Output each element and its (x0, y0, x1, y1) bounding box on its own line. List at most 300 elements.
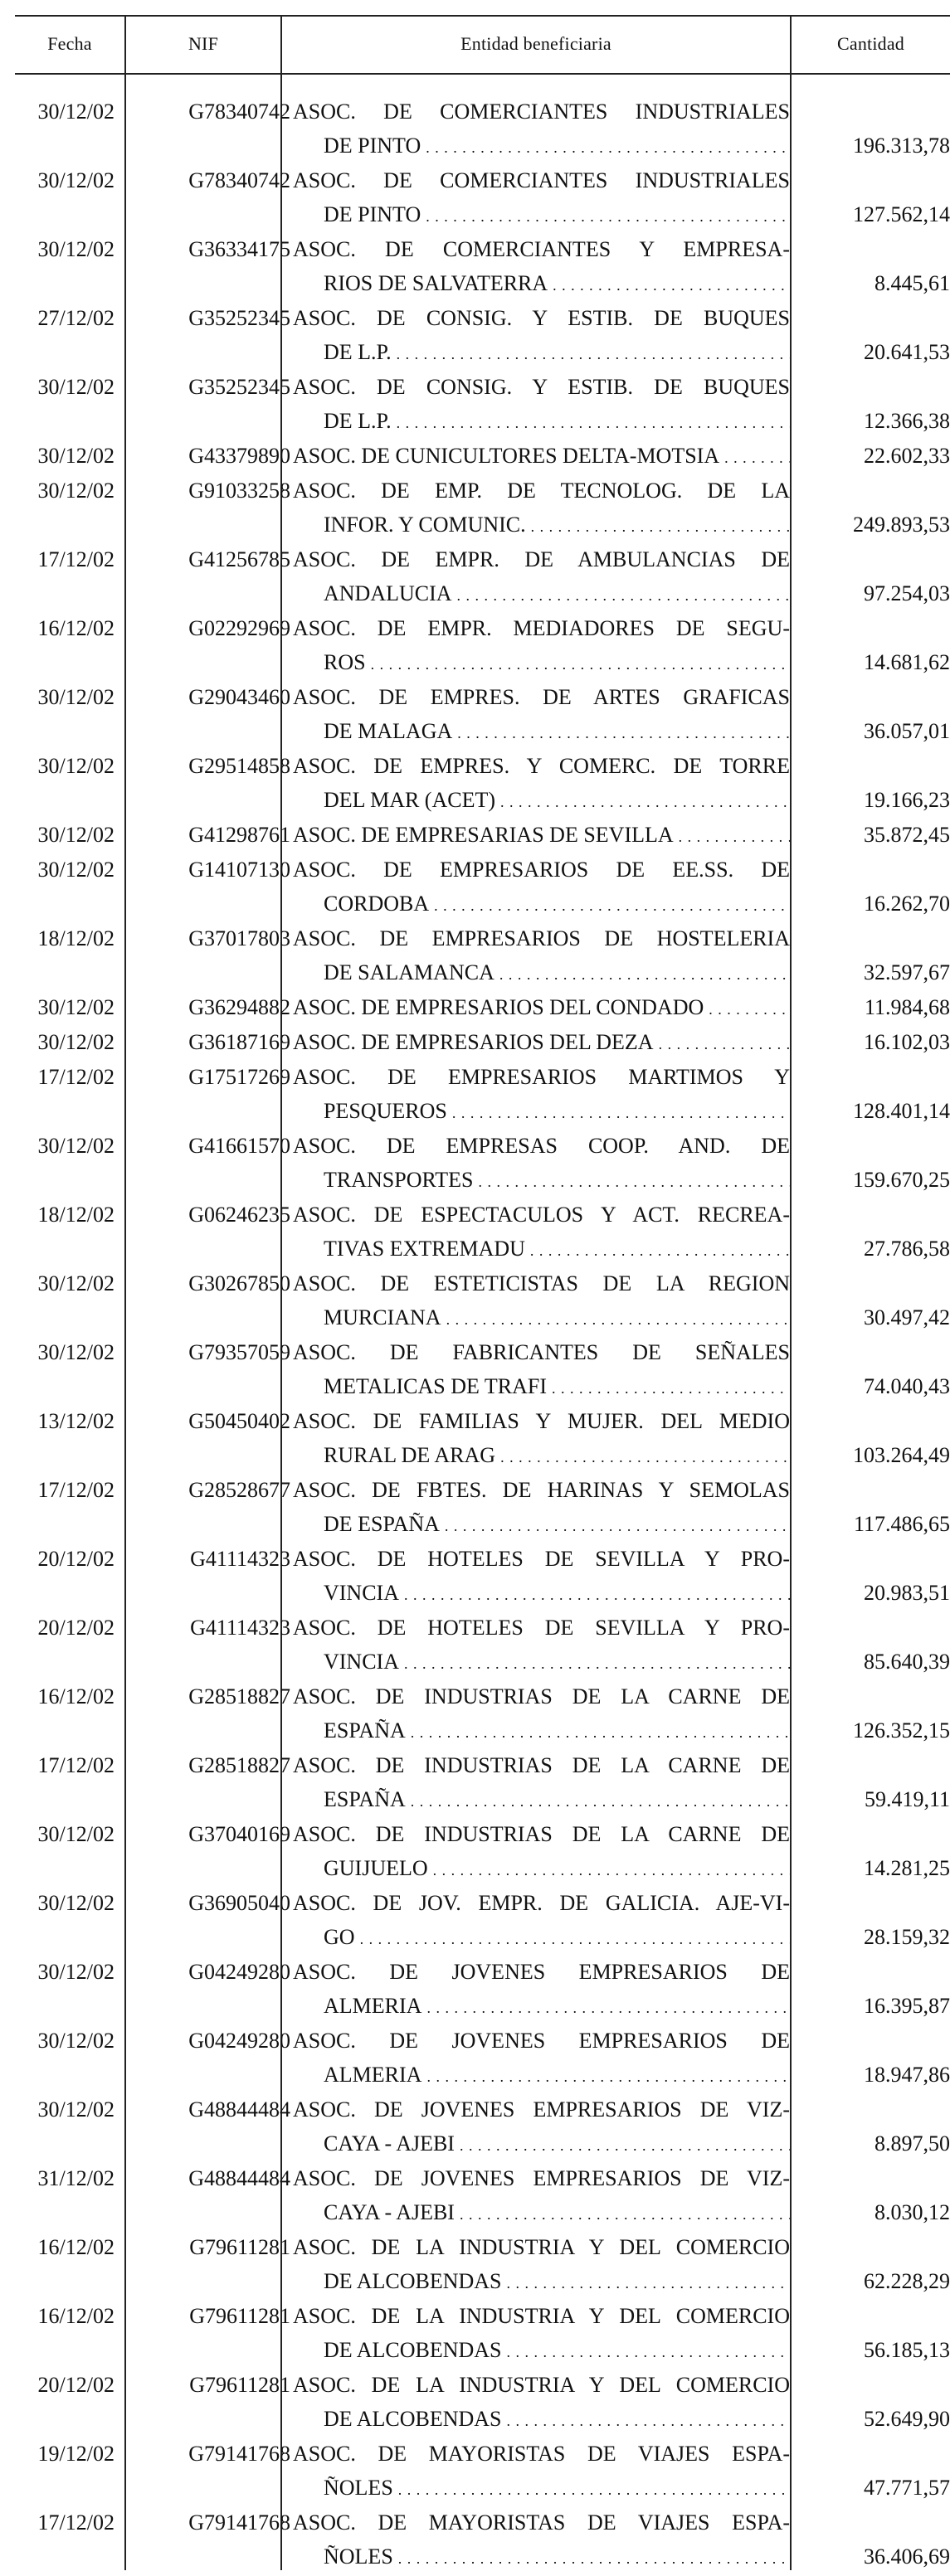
fecha-cell: 20/12/02 (37, 1547, 114, 1571)
entidad-cell (293, 1955, 790, 2025)
table-row (15, 2299, 950, 2367)
cantidad-cell: 36.057,01 (864, 719, 950, 743)
dot-leader (397, 404, 790, 440)
cantidad-cell: 62.228,29 (864, 2269, 950, 2293)
cantidad-cell: 8.445,61 (874, 271, 950, 295)
entidad-line-2: ESPAÑA (324, 1787, 406, 1811)
cantidad-cell: 18.947,86 (864, 2063, 950, 2087)
nif-cell: G79141768 (188, 2510, 290, 2535)
entidad-line-2: METALICAS DE TRAFI (324, 1374, 548, 1398)
table-row (15, 2092, 950, 2160)
entidad-cell (293, 1335, 790, 1406)
cantidad-cell: 35.872,45 (864, 823, 950, 847)
entidad-line-1: ASOC. DE INDUSTRIAS DE LA CARNE DE (293, 1684, 790, 1708)
fecha-cell: 16/12/02 (37, 616, 114, 640)
entidad-cell (293, 1025, 790, 1062)
fecha-cell: 17/12/02 (37, 1065, 114, 1089)
entidad-line-1: ASOC. DE EMPRESARIOS DE EE.SS. DE (293, 858, 790, 882)
entidad-cell (293, 611, 790, 682)
entidad-line-1: ASOC. DE FABRICANTES DE SEÑALES (293, 1340, 790, 1364)
header-nif: NIF (188, 33, 219, 54)
entidad-line-2: ROS (324, 650, 366, 674)
entidad-cell (293, 990, 790, 1027)
table-row (15, 1542, 950, 1610)
entidad-cell (293, 163, 790, 234)
fecha-cell: 27/12/02 (37, 306, 114, 330)
table-row (15, 1025, 950, 1059)
dot-leader (457, 714, 790, 751)
entidad-cell (293, 542, 790, 613)
entidad-line-2: PESQUEROS (324, 1099, 447, 1123)
nif-cell: G06246235 (188, 1203, 290, 1227)
entidad-line-2: DE MALAGA (324, 719, 453, 743)
nif-cell: G35252345 (188, 375, 290, 399)
nif-cell: G79357059 (188, 1340, 290, 1364)
nif-cell: G29043460 (188, 685, 290, 709)
entidad-line-1: ASOC. DE LA INDUSTRIA Y DEL COMERCIO (293, 2304, 790, 2328)
dot-leader (426, 1989, 790, 2025)
fecha-cell: 30/12/02 (37, 823, 114, 847)
entidad-line-2: TIVAS EXTREMADU (324, 1237, 525, 1261)
fecha-cell: 30/12/02 (37, 1134, 114, 1158)
entidad-line-1: ASOC. DE EMPRES. Y COMERC. DE TORRE (293, 754, 790, 778)
nif-cell: G35252345 (188, 306, 290, 330)
entidad-line-1: ASOC. DE FAMILIAS Y MUJER. DEL MEDIO (293, 1409, 790, 1433)
cantidad-cell: 59.419,11 (864, 1787, 950, 1811)
dot-leader (398, 2540, 790, 2576)
dot-leader (507, 2333, 790, 2369)
dot-leader (404, 1576, 790, 1612)
table-row (15, 1060, 950, 1128)
entidad-cell (293, 1886, 790, 1956)
entidad-line-2: CAYA - AJEBI (324, 2200, 455, 2224)
cantidad-cell: 16.102,03 (864, 1030, 950, 1054)
dot-leader (411, 1713, 790, 1750)
nif-cell: G37017803 (188, 926, 290, 950)
nif-cell: G48844484 (188, 2097, 290, 2122)
header-bottom-rule (15, 73, 950, 75)
nif-cell: G36905040 (188, 1891, 290, 1915)
entidad-line-2: VINCIA (324, 1650, 399, 1674)
nif-cell: G36334175 (188, 237, 290, 261)
table-row (15, 2437, 950, 2505)
nif-cell: G02292969 (188, 616, 290, 640)
entidad-cell (293, 2230, 790, 2301)
entidad-line-2: DE ALCOBENDAS (324, 2338, 502, 2362)
dot-leader (500, 783, 790, 819)
entidad-line-1: ASOC. DE EMP. DE TECNOLOG. DE LA (293, 479, 790, 503)
cantidad-cell: 97.254,03 (864, 581, 950, 605)
entidad-line-1: ASOC. DE COMERCIANTES INDUSTRIALES (293, 100, 790, 124)
cantidad-cell: 30.497,42 (864, 1305, 950, 1329)
dot-leader (398, 2471, 790, 2507)
fecha-cell: 30/12/02 (37, 2097, 114, 2122)
dot-leader (709, 990, 790, 1027)
entidad-line-2: DE ALCOBENDAS (324, 2407, 502, 2431)
entidad-cell (293, 1266, 790, 1337)
table-row (15, 2506, 950, 2574)
cantidad-cell: 20.983,51 (864, 1581, 950, 1605)
nif-cell: G17517269 (188, 1065, 290, 1089)
table-row (15, 1817, 950, 1885)
fecha-cell: 17/12/02 (37, 1753, 114, 1777)
entidad-line-2: ESPAÑA (324, 1718, 406, 1742)
entidad-line-1: ASOC. DE EMPRESARIOS DEL DEZA (293, 1030, 654, 1054)
fecha-cell: 16/12/02 (37, 2235, 114, 2259)
cantidad-cell: 126.352,15 (853, 1718, 950, 1742)
table-row (15, 749, 950, 817)
dot-leader (507, 2264, 790, 2301)
dot-leader (397, 335, 790, 372)
nif-cell: G36187169 (188, 1030, 290, 1054)
entidad-line-2: ALMERIA (324, 2063, 422, 2087)
entidad-line-2: ALMERIA (324, 1994, 422, 2018)
cantidad-cell: 16.262,70 (864, 892, 950, 916)
entidad-cell (293, 1198, 790, 1268)
entidad-line-1: ASOC. DE COMERCIANTES INDUSTRIALES (293, 168, 790, 192)
header-cantidad: Cantidad (836, 33, 905, 54)
entidad-line-1: ASOC. DE FBTES. DE HARINAS Y SEMOLAS (293, 1478, 790, 1502)
dot-leader (426, 2058, 790, 2094)
entidad-line-1: ASOC. DE EMPR. MEDIADORES DE SEGU- (293, 616, 790, 640)
entidad-line-1: ASOC. DE JOVENES EMPRESARIOS DE (293, 2029, 790, 2053)
dot-leader (360, 1920, 790, 1956)
nif-cell: G41661570 (188, 1134, 290, 1158)
nif-cell: G28518827 (188, 1753, 290, 1777)
entidad-line-1: ASOC. DE LA INDUSTRIA Y DEL COMERCIO (293, 2235, 790, 2259)
dot-leader (478, 1163, 790, 1199)
entidad-line-1: ASOC. DE EMPRESARIOS DE HOSTELERIA (293, 926, 790, 950)
table-row (15, 680, 950, 748)
nif-cell: G78340742 (188, 100, 290, 124)
table-row (15, 163, 950, 231)
nif-cell: G91033258 (188, 479, 290, 503)
entidad-line-1: ASOC. DE LA INDUSTRIA Y DEL COMERCIO (293, 2373, 790, 2397)
nif-cell: G14107130 (188, 858, 290, 882)
entidad-line-1: ASOC. DE ESPECTACULOS Y ACT. RECREA- (293, 1203, 790, 1227)
fecha-cell: 30/12/02 (37, 444, 114, 468)
entidad-line-1: ASOC. DE JOV. EMPR. DE GALICIA. AJE-VI- (293, 1891, 790, 1915)
fecha-cell: 30/12/02 (37, 995, 114, 1019)
fecha-cell: 16/12/02 (37, 1684, 114, 1708)
fecha-cell: 13/12/02 (37, 1409, 114, 1433)
nif-cell: G30267850 (188, 1271, 290, 1295)
entidad-line-2: DE L.P. (324, 409, 392, 433)
entidad-cell (293, 2437, 790, 2507)
entidad-line-2: DE SALAMANCA (324, 960, 494, 984)
dot-leader (452, 1094, 790, 1130)
dot-leader (457, 576, 790, 613)
table-row (15, 818, 950, 852)
fecha-cell: 30/12/02 (37, 1030, 114, 1054)
entidad-line-1: ASOC. DE JOVENES EMPRESARIOS DE (293, 1960, 790, 1984)
entidad-line-2: DE ALCOBENDAS (324, 2269, 502, 2293)
entidad-line-1: ASOC. DE JOVENES EMPRESARIOS DE VIZ- (293, 2097, 790, 2122)
entidad-cell (293, 474, 790, 544)
entidad-line-1: ASOC. DE CUNICULTORES DELTA-MOTSIA (293, 444, 720, 468)
cantidad-cell: 11.984,68 (864, 995, 950, 1019)
entidad-line-1: ASOC. DE ESTETICISTAS DE LA REGION (293, 1271, 790, 1295)
cantidad-cell: 74.040,43 (864, 1374, 950, 1398)
cantidad-cell: 20.641,53 (864, 340, 950, 364)
nif-cell: G37040169 (188, 1822, 290, 1846)
cantidad-cell: 14.281,25 (864, 1856, 950, 1880)
entidad-line-1: ASOC. DE EMPRES. DE ARTES GRAFICAS (293, 685, 790, 709)
entidad-line-2: ÑOLES (324, 2476, 393, 2500)
entidad-line-2: DE ESPAÑA (324, 1512, 440, 1536)
fecha-cell: 20/12/02 (37, 1616, 114, 1640)
table-row (15, 2230, 950, 2298)
dot-leader (500, 1438, 790, 1475)
cantidad-cell: 47.771,57 (864, 2476, 950, 2500)
entidad-cell (293, 1611, 790, 1681)
dot-leader (679, 818, 790, 854)
entidad-cell (293, 1748, 790, 1819)
dot-leader (507, 2402, 790, 2438)
entidad-line-2: DE L.P. (324, 340, 392, 364)
entidad-line-2: ANDALUCIA (324, 581, 452, 605)
nif-cell: G41114323 (190, 1547, 290, 1571)
nif-cell: G79611281 (189, 2373, 290, 2397)
cantidad-cell: 128.401,14 (853, 1099, 950, 1123)
table-row (15, 301, 950, 369)
fecha-cell: 30/12/02 (37, 168, 114, 192)
fecha-cell: 19/12/02 (37, 2442, 114, 2466)
entidad-cell (293, 1404, 790, 1475)
entidad-cell (293, 853, 790, 923)
table-row (15, 1748, 950, 1816)
table-row (15, 2368, 950, 2436)
table-row (15, 474, 950, 542)
cantidad-cell: 19.166,23 (864, 788, 950, 812)
fecha-cell: 30/12/02 (37, 858, 114, 882)
dot-leader (433, 1851, 790, 1888)
fecha-cell: 30/12/02 (37, 1891, 114, 1915)
nif-cell: G79611281 (189, 2235, 290, 2259)
entidad-cell (293, 680, 790, 751)
dot-leader (426, 129, 790, 165)
entidad-line-2: DE PINTO (324, 202, 421, 226)
entidad-line-1: ASOC. DE EMPRESARIOS MARTIMOS Y (293, 1065, 790, 1089)
cantidad-cell: 249.893,53 (853, 513, 950, 537)
entidad-cell (293, 2092, 790, 2163)
entidad-cell (293, 2161, 790, 2232)
entidad-line-1: ASOC. DE COMERCIANTES Y EMPRESA- (293, 237, 790, 261)
entidad-cell (293, 370, 790, 440)
entidad-cell (293, 232, 790, 303)
dot-leader (553, 266, 790, 303)
table-row (15, 1335, 950, 1403)
entidad-line-1: ASOC. DE HOTELES DE SEVILLA Y PRO- (293, 1547, 790, 1571)
cantidad-cell: 8.897,50 (874, 2131, 950, 2156)
entidad-line-1: ASOC. DE CONSIG. Y ESTIB. DE BUQUES (293, 306, 790, 330)
dot-leader (552, 1369, 790, 1406)
entidad-line-2: ÑOLES (324, 2544, 393, 2569)
cantidad-cell: 16.395,87 (864, 1994, 950, 2018)
cantidad-cell: 27.786,58 (864, 1237, 950, 1261)
header-fecha: Fecha (47, 33, 92, 54)
entidad-line-1: ASOC. DE EMPRESAS COOP. AND. DE (293, 1134, 790, 1158)
entidad-line-2: CORDOBA (324, 892, 430, 916)
entidad-cell (293, 1473, 790, 1543)
dot-leader (659, 1025, 790, 1062)
entidad-cell (293, 921, 790, 992)
entidad-line-1: ASOC. DE MAYORISTAS DE VIAJES ESPA- (293, 2442, 790, 2466)
entidad-cell (293, 301, 790, 372)
table-row (15, 853, 950, 921)
fecha-cell: 17/12/02 (37, 2510, 114, 2535)
nif-cell: G78340742 (188, 168, 290, 192)
entidad-line-2: DEL MAR (ACET) (324, 788, 496, 812)
fecha-cell: 30/12/02 (37, 754, 114, 778)
table-row (15, 95, 950, 163)
fecha-cell: 20/12/02 (37, 2373, 114, 2397)
fecha-cell: 16/12/02 (37, 2304, 114, 2328)
cantidad-cell: 36.406,69 (864, 2544, 950, 2569)
entidad-line-2: RURAL DE ARAG (324, 1443, 496, 1467)
nif-cell: G28518827 (188, 1684, 290, 1708)
table-row (15, 2161, 950, 2229)
entidad-line-2: MURCIANA (324, 1305, 441, 1329)
entidad-cell (293, 1060, 790, 1130)
entidad-line-1: ASOC. DE HOTELES DE SEVILLA Y PRO- (293, 1616, 790, 1640)
cantidad-cell: 196.313,78 (853, 134, 950, 158)
table-row (15, 542, 950, 610)
cantidad-cell: 14.681,62 (864, 650, 950, 674)
cantidad-cell: 28.159,32 (864, 1925, 950, 1949)
nif-cell: G41298761 (188, 823, 290, 847)
fecha-cell: 30/12/02 (37, 2029, 114, 2053)
dot-leader (404, 1645, 790, 1681)
cantidad-cell: 103.264,49 (853, 1443, 950, 1467)
nif-cell: G50450402 (188, 1409, 290, 1433)
fecha-cell: 30/12/02 (37, 1340, 114, 1364)
fecha-cell: 30/12/02 (37, 685, 114, 709)
cantidad-cell: 32.597,67 (864, 960, 950, 984)
entidad-cell (293, 439, 790, 475)
entidad-line-1: ASOC. DE EMPRESARIAS DE SEVILLA (293, 823, 674, 847)
entidad-line-2: DE PINTO (324, 134, 421, 158)
table-row (15, 921, 950, 989)
nif-cell: G43379890 (188, 444, 290, 468)
entidad-line-2: GUIJUELO (324, 1856, 428, 1880)
dot-leader (724, 439, 790, 475)
dot-leader (530, 1232, 790, 1268)
dot-leader (434, 887, 790, 923)
nif-cell: G29514858 (188, 754, 290, 778)
nif-cell: G04249280 (188, 2029, 290, 2053)
entidad-line-1: ASOC. DE CONSIG. Y ESTIB. DE BUQUES (293, 375, 790, 399)
entidad-line-1: ASOC. DE INDUSTRIAS DE LA CARNE DE (293, 1753, 790, 1777)
fecha-cell: 30/12/02 (37, 1822, 114, 1846)
nif-cell: G28528677 (188, 1478, 290, 1502)
dot-leader (371, 645, 790, 682)
cantidad-cell: 159.670,25 (853, 1168, 950, 1192)
cantidad-cell: 85.640,39 (864, 1650, 950, 1674)
table-row (15, 611, 950, 679)
fecha-cell: 17/12/02 (37, 547, 114, 571)
nif-cell: G79141768 (188, 2442, 290, 2466)
entidad-cell (293, 2506, 790, 2576)
entidad-cell (293, 2368, 790, 2438)
cantidad-cell: 56.185,13 (864, 2338, 950, 2362)
dot-leader (460, 2195, 790, 2232)
dot-leader (460, 2126, 790, 2163)
fecha-cell: 18/12/02 (37, 926, 114, 950)
dot-leader (411, 1782, 790, 1819)
table-row (15, 990, 950, 1024)
entidad-line-2: INFOR. Y COMUNIC. (324, 513, 526, 537)
table-row (15, 1266, 950, 1334)
nif-cell: G48844484 (188, 2166, 290, 2190)
nif-cell: G79611281 (189, 2304, 290, 2328)
table-row (15, 2024, 950, 2092)
dot-leader (499, 955, 790, 992)
fecha-cell: 30/12/02 (37, 375, 114, 399)
entidad-line-2: TRANSPORTES (324, 1168, 474, 1192)
table-row (15, 1955, 950, 2023)
nif-cell: G36294882 (188, 995, 290, 1019)
fecha-cell: 30/12/02 (37, 1271, 114, 1295)
cantidad-cell: 8.030,12 (874, 2200, 950, 2224)
entidad-line-1: ASOC. DE EMPR. DE AMBULANCIAS DE (293, 547, 790, 571)
entidad-line-2: RIOS DE SALVATERRA (324, 271, 548, 295)
entidad-line-2: VINCIA (324, 1581, 399, 1605)
fecha-cell: 30/12/02 (37, 237, 114, 261)
entidad-line-1: ASOC. DE INDUSTRIAS DE LA CARNE DE (293, 1822, 790, 1846)
nif-cell: G41114323 (190, 1616, 290, 1640)
entidad-line-1: ASOC. DE EMPRESARIOS DEL CONDADO (293, 995, 704, 1019)
table-row (15, 1129, 950, 1197)
dot-leader (531, 508, 790, 544)
entidad-cell (293, 818, 790, 854)
table-row (15, 1611, 950, 1679)
entidad-cell (293, 1679, 790, 1750)
cantidad-cell: 22.602,33 (864, 444, 950, 468)
entidad-line-1: ASOC. DE JOVENES EMPRESARIOS DE VIZ- (293, 2166, 790, 2190)
fecha-cell: 30/12/02 (37, 479, 114, 503)
cantidad-cell: 12.366,38 (864, 409, 950, 433)
entidad-cell (293, 2024, 790, 2094)
dot-leader (426, 197, 790, 234)
entidad-line-2: GO (324, 1925, 355, 1949)
table-row (15, 1404, 950, 1472)
cantidad-cell: 52.649,90 (864, 2407, 950, 2431)
table-row (15, 1198, 950, 1266)
dot-leader (445, 1507, 790, 1543)
entidad-cell (293, 1817, 790, 1888)
nif-cell: G41256785 (188, 547, 290, 571)
entidad-cell (293, 1129, 790, 1199)
fecha-cell: 18/12/02 (37, 1203, 114, 1227)
cantidad-cell: 127.562,14 (853, 202, 950, 226)
entidad-cell (293, 749, 790, 819)
table-row (15, 1679, 950, 1747)
cantidad-cell: 117.486,65 (853, 1512, 950, 1536)
dot-leader (446, 1300, 790, 1337)
entidad-line-2: CAYA - AJEBI (324, 2131, 455, 2156)
entidad-cell (293, 95, 790, 165)
table-row (15, 1473, 950, 1541)
fecha-cell: 31/12/02 (37, 2166, 114, 2190)
nif-cell: G04249280 (188, 1960, 290, 1984)
entidad-cell (293, 2299, 790, 2369)
fecha-cell: 30/12/02 (37, 1960, 114, 1984)
fecha-cell: 17/12/02 (37, 1478, 114, 1502)
table-row (15, 1886, 950, 1954)
table-row (15, 370, 950, 438)
entidad-line-1: ASOC. DE MAYORISTAS DE VIAJES ESPA- (293, 2510, 790, 2535)
